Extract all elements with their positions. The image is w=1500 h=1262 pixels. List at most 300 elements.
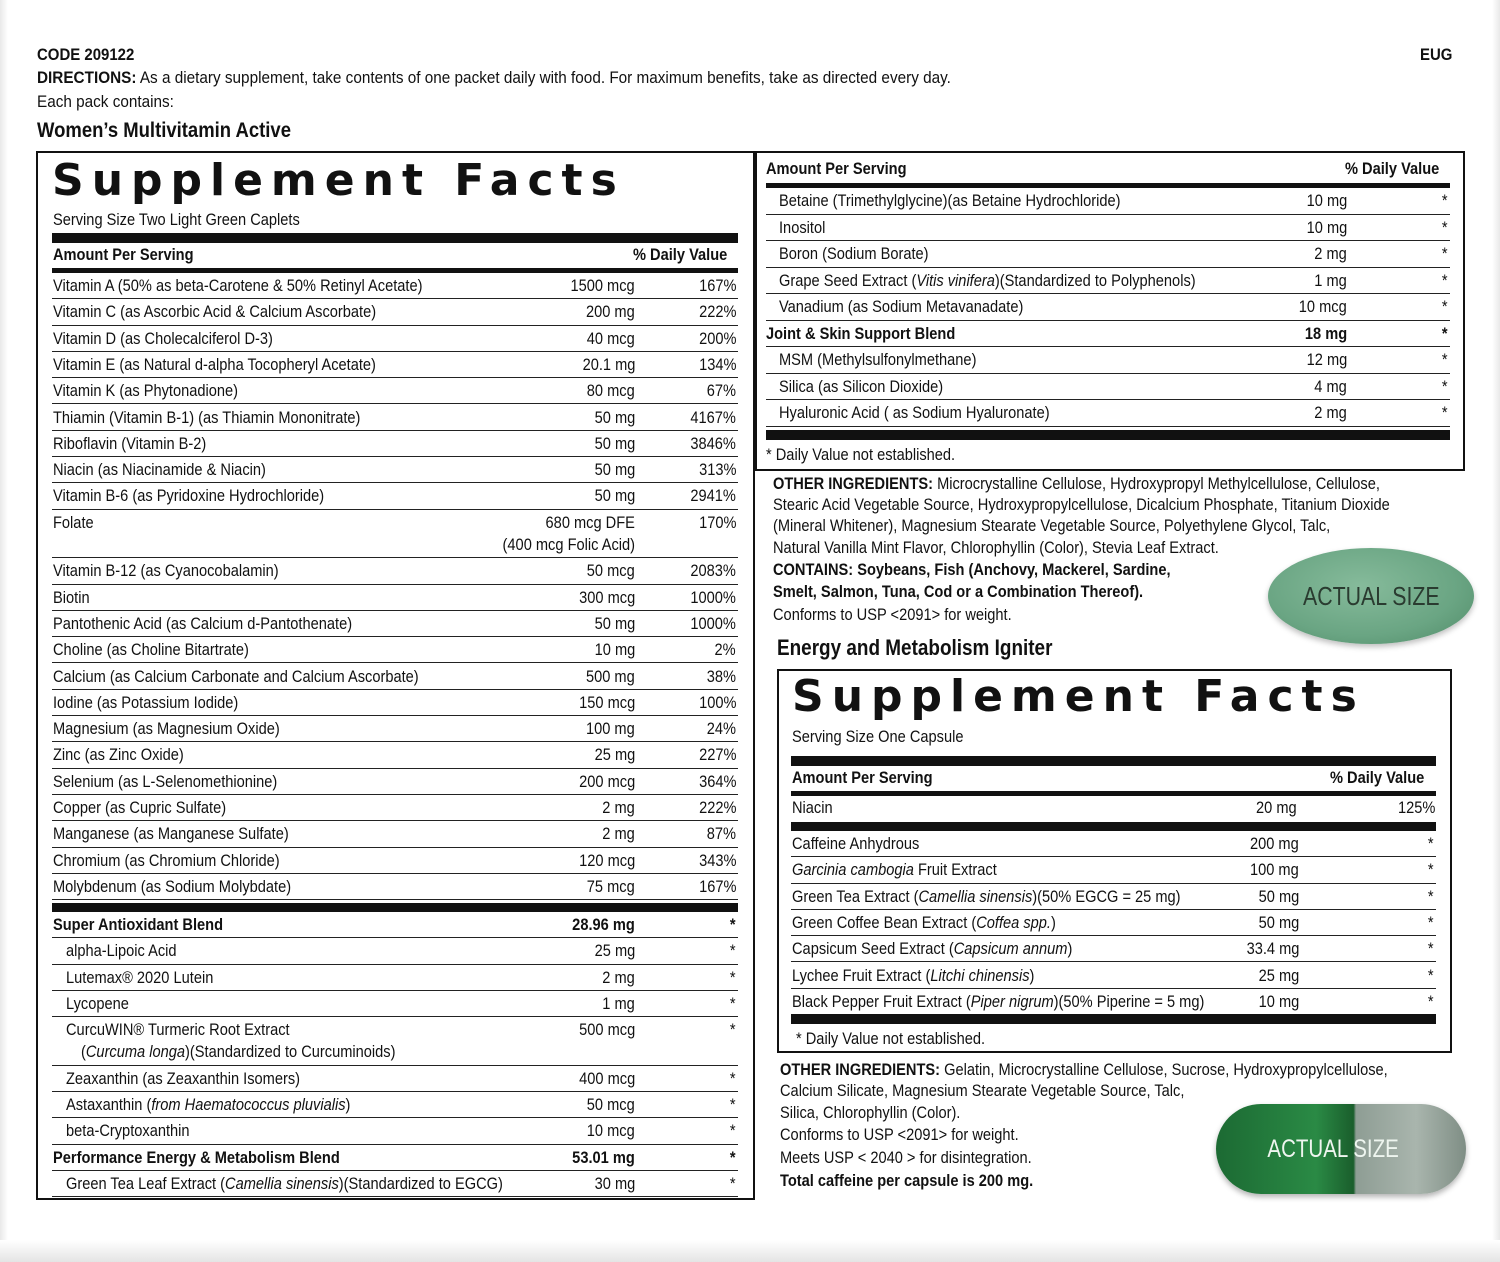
row-daily-value: *: [730, 993, 736, 1013]
row-name: [53, 460, 266, 480]
table-row: [52, 965, 738, 991]
row-amount: 50 mg: [1258, 912, 1299, 932]
row-name-text: Silica (as Silicon Dioxide): [779, 376, 944, 396]
row-daily-value: *: [1428, 965, 1434, 985]
other2-line-2: Calcium Silicate, Magnesium Stearate Vegetable Source, Talc,: [780, 1081, 1185, 1100]
row-name: [53, 486, 324, 506]
row-daily-value: 3846%: [690, 433, 736, 453]
row-daily-value: 167%: [698, 876, 736, 896]
table-row: [52, 795, 738, 821]
row-name-italic: Piper nigrum: [970, 991, 1054, 1011]
other1-line-2: Stearic Acid Vegetable Source, Hydroxypropylcellulose, Dicalcium Phosphate, Titanium Dioxide: [773, 495, 1390, 514]
table-row: [52, 874, 738, 900]
table-row: [52, 664, 738, 690]
row-name-text: Vitamin A (50% as beta-Carotene & 50% Retinyl Acetate): [53, 276, 423, 295]
directions-text: As a dietary supplement, take contents of one packet daily with food. For maximum benefits, take as directed every day.: [136, 68, 951, 87]
row-name: [53, 614, 352, 634]
row-name-after: )(50% Piperine = 5 mg): [1053, 991, 1205, 1011]
table-row: [766, 347, 1450, 374]
table-row: [52, 378, 738, 404]
row-name: [53, 408, 360, 428]
row-amount: 50 mg: [594, 613, 635, 633]
row-name-after: ): [345, 1095, 351, 1115]
row-amount: 2 mg: [1314, 403, 1347, 422]
panel2-medium-rule: [791, 791, 1436, 796]
row-name: [53, 276, 423, 296]
row-daily-value: 38%: [706, 666, 736, 686]
row-name-text: Chromium (as Chromium Chloride): [53, 850, 280, 870]
row-name: [792, 992, 1204, 1012]
row-daily-value: 227%: [698, 745, 736, 765]
row-daily-value: 134%: [698, 354, 736, 374]
row-name: [53, 772, 277, 792]
row-name: [53, 588, 90, 608]
row-daily-value: *: [1442, 323, 1448, 343]
row-name: [53, 302, 376, 322]
row-name-italic: from Haematococcus pluvialis: [151, 1095, 346, 1115]
table-row: [52, 821, 738, 847]
row-name-text: Hyaluronic Acid ( as Sodium Hyaluronate): [779, 403, 1050, 422]
row-amount: 120 mcg: [578, 850, 635, 870]
other1-line-4: Natural Vanilla Mint Flavor, Chlorophyllin (Color), Stevia Leaf Extract.: [773, 538, 1219, 557]
row-name: [779, 377, 943, 397]
row-name: [53, 798, 226, 818]
row-amount: 50 mg: [594, 433, 635, 453]
row-name-text: Lutemax® 2020 Lutein: [66, 967, 214, 987]
row-name-after: )(Standardized to EGCG): [338, 1174, 503, 1193]
product-title-multivitamin: Women’s Multivitamin Active: [37, 119, 291, 142]
table-row: [52, 457, 738, 483]
panel2-serving-size: Serving Size One Capsule: [792, 727, 964, 746]
row-name-text: Selenium (as L-Selenomethionine): [53, 771, 278, 791]
row-name-text: Copper (as Cupric Sulfate): [53, 798, 227, 817]
table-row: [791, 884, 1436, 910]
row-daily-value: *: [1442, 297, 1448, 316]
row-name: [53, 667, 419, 687]
table-row: [766, 294, 1450, 321]
other2-line-4: Conforms to USP <2091> for weight.: [780, 1125, 1019, 1144]
row-daily-value: *: [1442, 270, 1448, 290]
row-daily-value: 67%: [706, 381, 736, 401]
row-name-text: Lycopene: [66, 993, 129, 1013]
panel1-dv-header: % Daily Value: [633, 245, 728, 264]
pack-contains: Each pack contains:: [37, 92, 174, 111]
row-daily-value: 4167%: [690, 407, 736, 427]
table-row: [791, 936, 1436, 962]
row-daily-value: 170%: [698, 512, 736, 532]
paren: (: [81, 1042, 86, 1062]
panel2-footnote: * Daily Value not established.: [796, 1029, 986, 1048]
table-row: [52, 769, 738, 795]
contains-line-2: Smelt, Salmon, Tuna, Cod or a Combination Thereof).: [773, 582, 1144, 601]
caplet-actual-size-image: [1268, 548, 1474, 644]
table-row: [52, 637, 738, 663]
row-amount: 300 mcg: [578, 587, 635, 607]
panel1b-dv-header: % Daily Value: [1345, 159, 1440, 178]
row-name: [779, 350, 976, 370]
row-name-text: Calcium (as Calcium Carbonate and Calcium Ascorbate): [53, 666, 419, 686]
row-name: [66, 1095, 350, 1115]
row-sub-amount: (400 mcg Folic Acid): [502, 534, 635, 554]
row-name: [779, 218, 825, 238]
row-name: [792, 887, 1181, 907]
row-name-text: Black Pepper Fruit Extract (: [792, 991, 971, 1011]
row-name: [66, 1121, 190, 1141]
row-daily-value: *: [1442, 376, 1448, 396]
panel1-blend-rule: [52, 903, 738, 912]
row-name-text: Grape Seed Extract (: [779, 270, 917, 290]
row-name: [779, 271, 1196, 291]
row-daily-value: *: [730, 1121, 736, 1141]
row-name-text: Vitamin C (as Ascorbic Acid & Calcium Ascorbate): [53, 302, 377, 322]
row-name-italic: Camellia sinensis: [225, 1174, 339, 1193]
row-amount: 500 mg: [586, 666, 635, 686]
row-name: [53, 877, 291, 897]
panel1-thick-rule: [52, 233, 738, 243]
row-name-after: )(50% EGCG = 25 mg): [1032, 886, 1181, 906]
row-daily-value: *: [1442, 191, 1448, 210]
row-amount: 1 mg: [602, 993, 635, 1013]
page-edge-right: [1492, 0, 1500, 1262]
row-name-text: Astaxanthin (: [66, 1095, 152, 1115]
table-row: [52, 326, 738, 352]
row-name: [66, 941, 177, 961]
row-daily-value: *: [730, 941, 736, 961]
row-daily-value: *: [730, 1174, 736, 1193]
row-amount: 500 mcg: [578, 1020, 635, 1040]
table-row: [52, 1017, 738, 1066]
other1-line-1: OTHER INGREDIENTS: Microcrystalline Cellulose, Hydroxypropyl Methylcellulose, Cellulose,: [773, 474, 1380, 493]
table-row: [52, 716, 738, 742]
row-daily-value: 2%: [714, 640, 736, 660]
row-name-text: Zeaxanthin (as Zeaxanthin Isomers): [66, 1068, 301, 1088]
row-daily-value: *: [730, 915, 736, 934]
row-name: [53, 693, 238, 713]
row-amount: 100 mg: [1250, 860, 1299, 880]
row-amount: 1500 mcg: [570, 276, 635, 295]
table-row: [52, 991, 738, 1017]
row-amount: 10 mg: [1306, 191, 1347, 210]
directions: [37, 67, 951, 89]
row-name: [792, 834, 919, 854]
table-row: [52, 299, 738, 325]
row-name: [66, 1069, 300, 1089]
row-amount: 4 mg: [1314, 376, 1347, 396]
row-name: [53, 355, 376, 375]
row-daily-value: 2941%: [690, 486, 736, 506]
row-daily-value: 87%: [706, 824, 736, 844]
row-amount: 150 mcg: [578, 692, 635, 712]
row-daily-value: *: [1428, 939, 1434, 959]
table-row: [791, 857, 1436, 883]
row-name: [792, 966, 1034, 986]
table-row: [791, 963, 1436, 989]
row-name-text: Joint & Skin Support Blend: [766, 323, 956, 343]
row-amount: 40 mcg: [587, 328, 635, 348]
row-sub-rest: (Standardized to Curcuminoids): [189, 1042, 396, 1062]
row-daily-value: *: [1442, 217, 1448, 237]
table-row: [52, 431, 738, 457]
row-daily-value: 313%: [698, 460, 736, 480]
table-row: [791, 989, 1436, 1015]
capsule-actual-size-image: [1216, 1104, 1466, 1194]
row-name: [53, 851, 280, 871]
other2-line-3: Silica, Chlorophyllin (Color).: [780, 1103, 961, 1122]
row-name-italic: Coffea spp.: [976, 912, 1051, 932]
row-name-text: Inositol: [779, 217, 826, 237]
row-name-text: Performance Energy & Metabolism Blend: [53, 1147, 340, 1167]
table-row: [52, 742, 738, 768]
row-name-text: Vitamin E (as Natural d-alpha Tocopheryl Acetate): [53, 354, 376, 374]
table-row: [52, 611, 738, 637]
row-name: [53, 640, 249, 660]
row-amount: 50 mcg: [587, 561, 635, 581]
row-amount: 10 mg: [594, 640, 635, 660]
row-name-text: beta-Cryptoxanthin: [66, 1121, 190, 1141]
row-amount: 80 mcg: [587, 381, 635, 401]
other1-label: OTHER INGREDIENTS:: [773, 474, 934, 493]
row-amount: 2 mg: [602, 967, 635, 987]
row-name: [779, 191, 1121, 211]
row-amount: 33.4 mg: [1246, 939, 1299, 959]
row-name-text: Thiamin (Vitamin B-1) (as Thiamin Mononitrate): [53, 407, 361, 427]
table-row: [52, 1171, 738, 1197]
table-row: [766, 241, 1450, 268]
row-name-text: Pantothenic Acid (as Calcium d-Pantothenate): [53, 613, 353, 633]
row-daily-value: 1000%: [690, 613, 736, 633]
panel2-title: Supplement Facts: [792, 671, 1365, 722]
panel1b-footnote: * Daily Value not established.: [766, 445, 956, 464]
row-daily-value: 343%: [698, 850, 736, 870]
row-amount: 680 mcg DFE: [545, 512, 635, 532]
row-name-text: Manganese (as Manganese Sulfate): [53, 824, 289, 844]
row-name: [53, 824, 289, 844]
row-amount: 200 mg: [586, 302, 635, 322]
row-amount: 10 mg: [1258, 991, 1299, 1011]
table-row: [52, 483, 738, 509]
row-amount: 10 mg: [1306, 217, 1347, 237]
table-row: [791, 831, 1436, 857]
row-name-text: Biotin: [53, 587, 90, 607]
table-row: [52, 848, 738, 874]
row-name-text: Green Tea Extract (: [792, 886, 919, 906]
panel1-amount-header: Amount Per Serving: [53, 245, 194, 264]
row-name-text: Zinc (as Zinc Oxide): [53, 745, 184, 765]
other2-line-1: OTHER INGREDIENTS: Gelatin, Microcrystalline Cellulose, Sucrose, Hydroxypropylcellulose,: [780, 1060, 1388, 1079]
other1-usp: Conforms to USP <2091> for weight.: [773, 605, 1012, 624]
row-name: [792, 939, 1072, 959]
row-daily-value: *: [1428, 991, 1434, 1011]
panel2-niacin-name: Niacin: [792, 798, 833, 817]
panel1-title: Supplement Facts: [52, 155, 625, 206]
table-row: [52, 938, 738, 964]
table-row: [766, 268, 1450, 295]
row-name-text: Lychee Fruit Extract (: [792, 965, 931, 985]
row-amount: 200 mcg: [578, 771, 635, 791]
row-name-text: Caffeine Anhydrous: [792, 834, 920, 853]
row-name: [66, 968, 213, 988]
table-row: [52, 912, 738, 938]
table-row: [52, 585, 738, 611]
row-name-italic: Capsicum annum: [953, 939, 1068, 959]
row-name-text: Choline (as Choline Bitartrate): [53, 640, 249, 660]
row-name-text: Vanadium (as Sodium Metavanadate): [779, 297, 1024, 316]
table-row: [52, 273, 738, 299]
row-name-text: Green Tea Leaf Extract (: [66, 1174, 226, 1193]
row-amount: 1 mg: [1314, 270, 1347, 290]
table-row: [766, 321, 1450, 348]
row-amount: 200 mg: [1250, 834, 1299, 853]
row-daily-value: *: [1442, 244, 1448, 263]
table-row: [766, 374, 1450, 401]
table-row: [52, 1066, 738, 1092]
eug-mark: EUG: [1420, 45, 1453, 64]
row-name: [779, 297, 1023, 317]
row-name-text: CurcuWIN® Turmeric Root Extract: [66, 1020, 290, 1040]
row-name: [792, 913, 1056, 933]
panel2-niacin-dv: 125%: [1398, 798, 1436, 817]
row-name: [53, 329, 273, 349]
row-amount: 20.1 mg: [582, 354, 635, 374]
product-title-energy: Energy and Metabolism Igniter: [777, 635, 1053, 660]
row-name-text: Betaine (Trimethylglycine)(as Betaine Hydrochloride): [779, 191, 1121, 210]
page-edge-left: [0, 0, 8, 1262]
row-amount: 53.01 mg: [572, 1147, 635, 1167]
row-name: [792, 860, 997, 880]
paren: ): [185, 1042, 190, 1062]
row-daily-value: *: [1428, 886, 1434, 906]
row-daily-value: *: [1428, 912, 1434, 932]
row-amount: 2 mg: [1314, 244, 1347, 263]
row-amount: 25 mg: [594, 941, 635, 961]
row-amount: 50 mcg: [587, 1095, 635, 1115]
row-name-text: Super Antioxidant Blend: [53, 915, 224, 934]
product-code: CODE 209122: [37, 45, 135, 64]
other1-line-3: (Mineral Whitener), Magnesium Stearate Vegetable Source, Polyethylene Glycol, Talc,: [773, 516, 1331, 535]
row-daily-value: *: [1428, 834, 1434, 853]
directions-label: DIRECTIONS:: [37, 68, 137, 87]
row-name: [53, 434, 206, 454]
row-name: [53, 719, 280, 739]
row-name-text: Green Coffee Bean Extract (: [792, 912, 977, 932]
panel2-amount-header: Amount Per Serving: [792, 768, 933, 787]
row-name-after: ): [1029, 965, 1035, 985]
caplet-label: ACTUAL SIZE: [1302, 580, 1440, 611]
row-amount: 18 mg: [1304, 323, 1347, 343]
row-amount: 12 mg: [1306, 350, 1347, 369]
row-daily-value: *: [730, 1095, 736, 1115]
table-row: [766, 188, 1450, 215]
row-daily-value: 222%: [698, 302, 736, 322]
row-name-text: Vitamin K (as Phytonadione): [53, 381, 239, 401]
capsule-label: ACTUAL SIZE: [1267, 1134, 1399, 1163]
panel1b-amount-header: Amount Per Serving: [766, 159, 907, 178]
row-name-italic: Garcinia cambogia: [792, 860, 914, 880]
row-name: [53, 513, 94, 533]
row-amount: 10 mcg: [1299, 297, 1347, 316]
row-amount: 50 mg: [594, 407, 635, 427]
panel1b-thick-rule: [766, 430, 1450, 440]
table-row: [52, 510, 738, 559]
row-name-italic: Litchi chinensis: [930, 965, 1030, 985]
row-name-text: Riboflavin (Vitamin B-2): [53, 433, 207, 453]
row-daily-value: *: [1442, 403, 1448, 422]
panel2-niacin-rule: [791, 822, 1436, 831]
row-amount: 50 mg: [1258, 886, 1299, 906]
row-name-after: ): [1067, 939, 1073, 959]
row-name-after: Fruit Extract: [913, 860, 997, 880]
row-name: [66, 1020, 290, 1040]
table-row: [791, 910, 1436, 936]
row-amount: 2 mg: [602, 824, 635, 844]
row-amount: 50 mg: [594, 486, 635, 506]
row-daily-value: 200%: [698, 328, 736, 348]
row-amount: 25 mg: [1258, 965, 1299, 985]
row-amount: 50 mg: [594, 460, 635, 480]
row-name-text: Vitamin B-12 (as Cyanocobalamin): [53, 561, 279, 581]
table-row: [52, 690, 738, 716]
row-name-text: Vitamin D (as Cholecalciferol D-3): [53, 328, 273, 348]
row-name-text: Boron (Sodium Borate): [779, 244, 929, 263]
row-name-text: Vitamin B-6 (as Pyridoxine Hydrochloride): [53, 486, 325, 506]
row-daily-value: 167%: [698, 276, 736, 295]
row-name: [53, 745, 184, 765]
row-daily-value: *: [1442, 350, 1448, 369]
row-name-text: Magnesium (as Magnesium Oxide): [53, 719, 280, 739]
row-amount: 28.96 mg: [572, 915, 635, 934]
table-row: [52, 1092, 738, 1118]
row-name-text: MSM (Methylsulfonylmethane): [779, 350, 977, 369]
row-daily-value: *: [730, 1147, 736, 1167]
row-name-text: Capsicum Seed Extract (: [792, 939, 954, 959]
row-name-text: Niacin (as Niacinamide & Niacin): [53, 460, 266, 480]
row-name-text: Molybdenum (as Sodium Molybdate): [53, 876, 292, 896]
row-name: [53, 1148, 340, 1168]
row-name: [66, 1174, 503, 1194]
row-amount: 100 mg: [586, 719, 635, 739]
table-row: [52, 352, 738, 378]
row-name: [53, 381, 238, 401]
row-name-text: Iodine (as Potassium Iodide): [53, 692, 239, 712]
row-name: [53, 915, 223, 935]
panel2-dv-header: % Daily Value: [1330, 768, 1425, 787]
row-amount: 10 mcg: [587, 1121, 635, 1141]
row-daily-value: *: [1428, 860, 1434, 880]
table-row: [52, 558, 738, 584]
other2-line-5: Meets USP < 2040 > for disintegration.: [780, 1148, 1032, 1167]
row-daily-value: *: [730, 1068, 736, 1088]
row-name-italic: Camellia sinensis: [918, 886, 1033, 906]
row-sub-italic: Curcuma longa: [85, 1042, 186, 1062]
row-name-after: ): [1050, 912, 1056, 932]
row-name: [66, 994, 129, 1014]
panel1-serving-size: Serving Size Two Light Green Caplets: [53, 210, 300, 229]
table-row: [52, 405, 738, 431]
page-edge-bottom: [0, 1240, 1500, 1262]
row-name: [53, 561, 279, 581]
table-row: [52, 1118, 738, 1144]
total-caffeine: Total caffeine per capsule is 200 mg.: [780, 1171, 1034, 1190]
row-amount: 2 mg: [602, 798, 635, 817]
row-amount: 30 mg: [594, 1174, 635, 1193]
other2-label: OTHER INGREDIENTS:: [780, 1060, 941, 1079]
row-daily-value: 2083%: [690, 561, 736, 581]
panel2-bottom-rule: [791, 1014, 1436, 1024]
table-row: [52, 1145, 738, 1171]
row-name-text: alpha-Lipoic Acid: [66, 941, 177, 961]
row-daily-value: 100%: [698, 692, 736, 712]
row-name: [779, 403, 1050, 423]
